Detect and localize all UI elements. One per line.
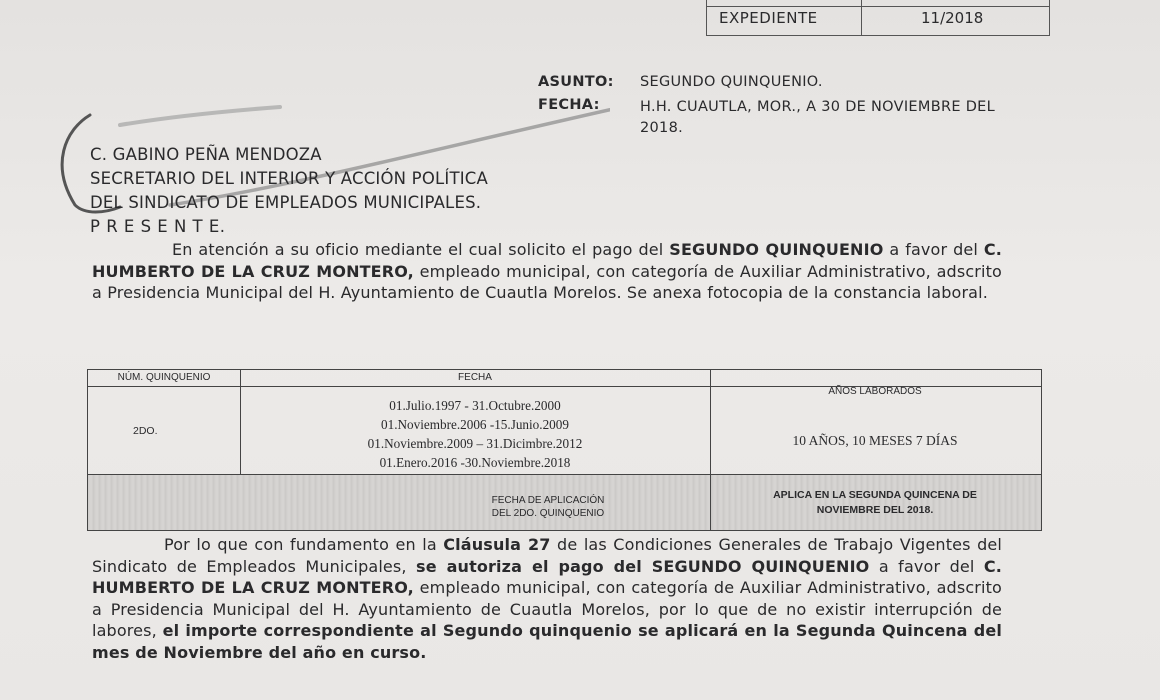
addressee-title2: DEL SINDICATO DE EMPLEADOS MUNICIPALES. <box>90 193 482 212</box>
fecha-periodo: 01.Noviembre.2009 – 31.Dicimbre.2012 <box>367 436 583 451</box>
header-anios-laborados: AÑOS LABORADOS <box>828 386 922 397</box>
fecha-aplicacion-value: APLICA EN LA SEGUNDA QUINCENA DE NOVIEMBRE DEL 2018. <box>773 489 977 516</box>
quinquenio-table <box>87 369 1042 531</box>
header-fecha: FECHA <box>458 372 492 383</box>
header-num-quinquenio: NÚM. QUINQUENIO <box>117 372 211 383</box>
addressee-name: C. GABINO PEÑA MENDOZA <box>90 145 322 164</box>
fecha-periodo: 01.Julio.1997 - 31.Octubre.2000 <box>389 398 561 413</box>
asunto-value: SEGUNDO QUINQUENIO. <box>640 74 823 90</box>
fecha-periodo: 01.Noviembre.2006 -15.Junio.2009 <box>381 417 569 432</box>
fecha-line1: H.H. CUAUTLA, MOR., A 30 DE NOVIEMBRE DEL <box>640 99 996 115</box>
asunto-label: ASUNTO: <box>538 74 614 90</box>
fechas-list <box>240 396 710 472</box>
fecha-label: FECHA: <box>538 97 600 113</box>
expediente-value: 11/2018 <box>921 9 984 27</box>
fecha-line2: 2018. <box>640 120 684 136</box>
expediente-box <box>706 0 1050 36</box>
expediente-label: EXPEDIENTE <box>719 9 818 27</box>
num-quinquenio-value: 2DO. <box>133 425 158 437</box>
fecha-aplicacion-label: FECHA DE APLICACIÓN DEL 2DO. QUINQUENIO <box>491 495 605 519</box>
anios-laborados-value: 10 AÑOS, 10 MESES 7 DÍAS <box>792 433 958 448</box>
paragraph-intro: En atención a su oficio mediante el cual solicito el pago del SEGUNDO QUINQUENIO a favor del C. HUMBERTO DE LA CRUZ MONTERO, empleado municipal, con categoría de Auxiliar Administrativo, adscrito a Presidencia Municipal del H. Ayuntamiento de Cuautla Morelos. Se anexa fotocopia de la constancia laboral. <box>92 240 1002 302</box>
paragraph-autorizacion: Por lo que con fundamento en la Cláusula 27 de las Condiciones Generales de Trabajo Vigentes del Sindicato de Empleados Municipales, se autoriza el pago del SEGUNDO QUINQUENIO a favor del C. HUMBERTO DE LA CRUZ MONTERO, empleado municipal, con categoría de Auxiliar Administrativo, adscrito a Presidencia Municipal del H. Ayuntamiento de Cuautla Morelos, por lo que de no existir interrupción de labores, el importe correspondiente al Segundo quinquenio se aplicará en la Segunda Quincena del mes de Noviembre del año en curso. <box>92 535 1002 662</box>
addressee-presente: P R E S E N T E. <box>90 217 226 236</box>
fecha-periodo: 01.Enero.2016 -30.Noviembre.2018 <box>379 455 571 470</box>
addressee-title1: SECRETARIO DEL INTERIOR Y ACCIÓN POLÍTICA <box>90 169 489 188</box>
